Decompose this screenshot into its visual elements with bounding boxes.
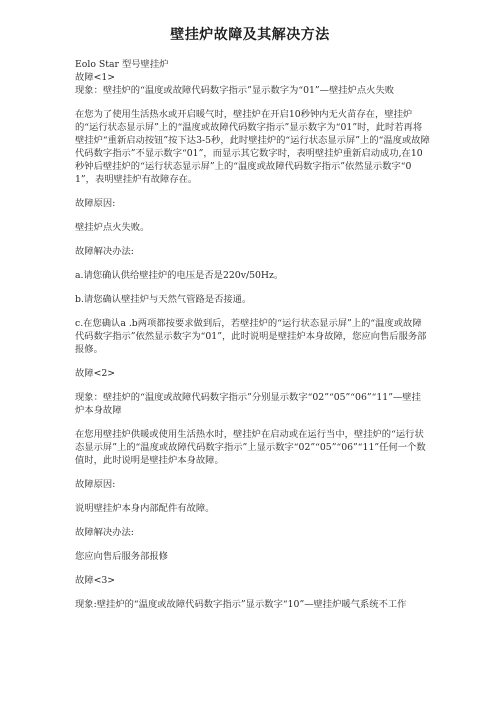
fault1-step-b: b.请您确认壁挂炉与天然气管路是否接通。 — [75, 294, 252, 305]
fault1-solution-label: 故障解决办法: — [75, 246, 134, 257]
fault2-description: 在您用壁挂炉供暖或使用生活热水时，壁挂炉在启动或在运行当中，壁挂炉的“运行状态显示屏”上的“温度或故障代码数字指示”上显示数字“02”“05”“06”“11”任何一个数值时，此时说明是壁挂炉本身故障。 — [75, 429, 426, 466]
fault2-solution: 您应向售后服务部报修 — [75, 551, 168, 562]
fault3-symptom: 现象:壁挂炉的“温度或故障代码数字指示”显示数字“10”—壁挂炉暖气系统不工作 — [75, 599, 407, 610]
document-title: 壁挂炉故障及其解决方法 — [170, 27, 330, 43]
fault1-description: 在您为了使用生活热水或开启暖气时，壁挂炉在开启10秒钟内无火苗存在，壁挂炉的“运行状态显示屏”上的“温度或故障代码数字指示”显示数字为“01”时，此时若再将壁挂炉“重新启动按钮”按下达3-5秒，此时壁挂炉的“运行状态显示屏”上的“温度或故障代码数字指示”不显示数字“01”，而显示其它数字时，表明壁挂炉重新启动成功,在10秒钟后壁挂炉的“运行状态显示屏”上的“温度或故障代码数字指示”依然显示数字“01”，表明壁挂炉有故障存在。 — [75, 109, 430, 185]
fault2-cause: 说明壁挂炉本身内部配件有故障。 — [75, 503, 215, 514]
fault1-symptom: 现象：壁挂炉的“温度或故障代码数字指示”显示数字为“01”—壁挂炉点火失败 — [75, 85, 395, 96]
fault1-cause-label: 故障原因: — [75, 198, 116, 209]
fault1-heading: 故障<1> — [75, 72, 116, 83]
fault1-step-c: c.在您确认a .b两项都按要求做到后，若壁挂炉的“运行状态显示屏”上的“温度或故障代码数字指示”依然显示数字为“01”，此时说明是壁挂炉本身故障，您应向售后服务部报修。 — [75, 318, 427, 355]
fault2-symptom: 现象：壁挂炉的“温度或故障代码数字指示”分别显示数字“02”“05”“06”“11”—壁挂炉本身故障 — [75, 392, 421, 416]
fault2-heading: 故障<2> — [75, 368, 116, 379]
fault1-cause: 壁挂炉点火失败。 — [75, 222, 150, 233]
model-line: Eolo Star 型号壁挂炉 — [75, 59, 169, 70]
fault2-cause-label: 故障原因: — [75, 479, 116, 490]
fault2-solution-label: 故障解决办法: — [75, 527, 134, 538]
document-body — [75, 58, 430, 611]
fault3-heading: 故障<3> — [75, 575, 116, 586]
fault1-step-a: a.请您确认供给壁挂炉的电压是否是220v/50Hz。 — [75, 270, 284, 281]
